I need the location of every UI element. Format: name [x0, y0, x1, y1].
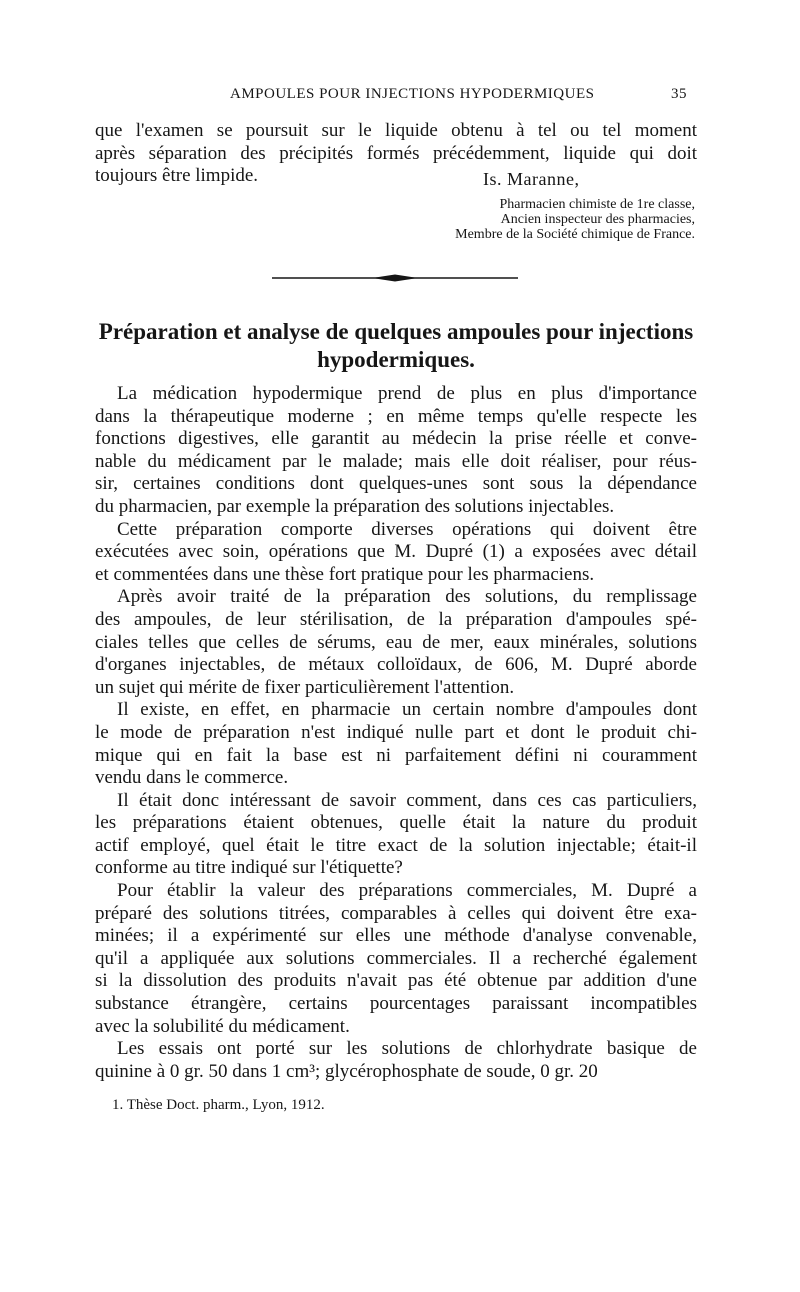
text-line: mique qui en fait la base est ni parfaitement défini ni couramment: [95, 744, 697, 766]
signature-title: Pharmacien chimiste de 1re classe,: [499, 197, 695, 212]
footnote: 1. Thèse Doct. pharm., Lyon, 1912.: [112, 1097, 325, 1113]
running-title: AMPOULES POUR INJECTIONS HYPODERMIQUES: [230, 86, 595, 102]
text-line: Il était donc intéressant de savoir comment, dans ces cas particuliers,: [117, 789, 697, 811]
text-line: préparé des solutions titrées, comparables à celles qui doivent être exa-: [95, 902, 697, 924]
text-line: avec la solubilité du médicament.: [95, 1015, 350, 1037]
text-line: un sujet qui mérite de fixer particulièrement l'attention.: [95, 676, 515, 698]
section-divider: [272, 273, 518, 283]
signature-block: [355, 169, 695, 242]
text-line: minées; il a expérimenté sur elles une méthode d'analyse convenable,: [95, 925, 697, 947]
text-line: fonctions digestives, elle garantit au médecin la prise réelle et conve-: [95, 428, 697, 450]
text-line: ciales telles que celles de sérums, eau de mer, eaux minérales, solutions: [95, 631, 697, 653]
text-line: après séparation des précipités formés précédemment, liquide qui doit: [95, 142, 697, 164]
text-line: La médication hypodermique prend de plus en plus d'importance: [117, 383, 697, 404]
text-line: Les essais ont porté sur les solutions de chlorhydrate basique de: [117, 1038, 697, 1060]
text-line: Il existe, en effet, en pharmacie un certain nombre d'ampoules dont: [117, 699, 697, 721]
text-line: quinine à 0 gr. 50 dans 1 cm³; glycérophosphate de soude, 0 gr. 20: [95, 1060, 598, 1082]
text-line: actif employé, quel était le titre exact de la solution injectable; était-il: [95, 834, 697, 856]
text-line: que l'examen se poursuit sur le liquide obtenu à tel ou tel moment: [95, 120, 697, 141]
text-line: le mode de préparation n'est indiqué nulle part et dont le produit chi-: [95, 721, 697, 743]
signature-name: Is. Maranne,: [483, 169, 580, 189]
text-line: substance étrangère, certains pourcentages paraissant incompatibles: [95, 993, 697, 1015]
text-line: des ampoules, de leur stérilisation, de la préparation d'ampoules spé-: [95, 608, 697, 630]
page-number: 35: [671, 86, 687, 102]
text-line: du pharmacien, par exemple la préparation des solutions injectables.: [95, 495, 615, 517]
section-title-line: Préparation et analyse de quelques ampoules pour injections: [98, 319, 694, 344]
running-header: [95, 86, 695, 108]
text-line: Cette préparation comporte diverses opérations qui doivent être: [117, 518, 697, 540]
article-body: [95, 383, 697, 1083]
section-title: [95, 318, 697, 374]
text-line: si la dissolution des produits n'avait pas été obtenue par addition d'une: [95, 970, 697, 992]
text-line: toujours être limpide.: [95, 165, 259, 187]
signature-title: Ancien inspecteur des pharmacies,: [500, 212, 695, 227]
text-line: conforme au titre indiqué sur l'étiquette?: [95, 857, 403, 879]
text-line: exécutées avec soin, opérations que M. Dupré (1) a exposées avec détail: [95, 541, 697, 563]
text-line: et commentées dans une thèse fort pratique pour les pharmaciens.: [95, 563, 595, 585]
text-line: Pour établir la valeur des préparations commerciales, M. Dupré a: [117, 880, 697, 902]
text-line: Après avoir traité de la préparation des solutions, du remplissage: [117, 586, 697, 608]
text-line: dans la thérapeutique moderne ; en même temps qu'elle respecte les: [95, 405, 697, 427]
text-line: qu'il a appliquée aux solutions commerciales. Il a recherché également: [95, 947, 697, 969]
text-line: nable du médicament par le malade; mais elle doit réaliser, pour réus-: [95, 450, 697, 472]
text-line: les préparations étaient obtenues, quelle était la nature du produit: [95, 812, 697, 834]
text-line: sir, certaines conditions dont quelques-unes sont sous la dépendance: [95, 473, 697, 495]
signature-title: Membre de la Société chimique de France.: [455, 227, 695, 242]
section-title-line: hypodermiques.: [317, 347, 475, 372]
text-line: vendu dans le commerce.: [95, 767, 289, 789]
text-line: d'organes injectables, de métaux colloïdaux, de 606, M. Dupré aborde: [95, 654, 697, 676]
